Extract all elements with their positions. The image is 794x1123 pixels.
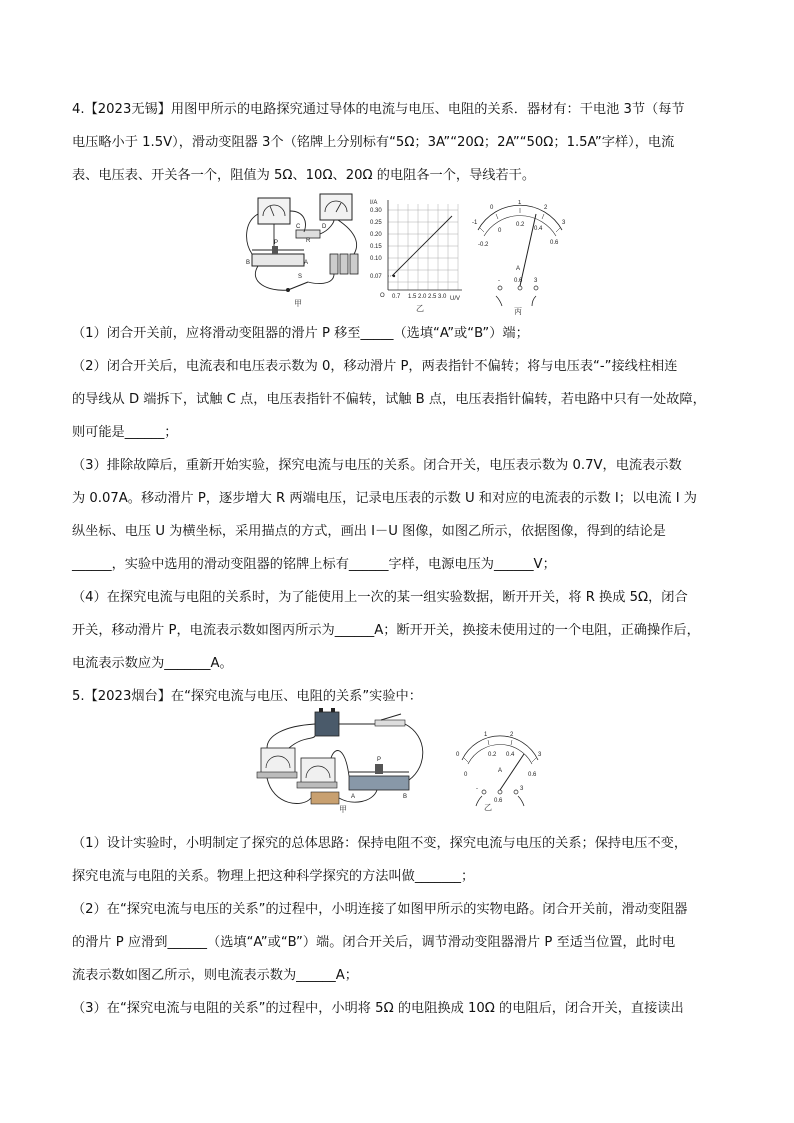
q5-dial-outer-label: 0	[456, 752, 460, 758]
q5-circuit-label-a: A	[351, 794, 356, 800]
graph-x-tick: 2.0	[418, 294, 427, 300]
dial-inner-label: 0.6	[550, 240, 559, 246]
dial-inner-label: -0.2	[478, 242, 489, 248]
q5-circuit-figure	[253, 706, 438, 814]
q5-circuit-label-p: P	[377, 757, 382, 763]
dial-outer-label: 3	[562, 220, 566, 226]
circuit-label-c: C	[296, 224, 301, 230]
dial-inner-label: 0.2	[516, 222, 525, 228]
graph-x-label: U/V	[450, 296, 461, 302]
q4-iu-graph	[366, 196, 466, 314]
graph-y-label: I/A	[370, 200, 378, 206]
q5-stem: 5.【2023烟台】在“探究电流与电压、电阻的关系”实验中：	[72, 689, 422, 704]
dial-terminal-label: 3	[534, 278, 538, 284]
q4-part-2-line-3: 则可能是______；	[72, 425, 178, 440]
q5-dial-inner-label: 0.2	[488, 752, 497, 758]
q4-part-3-line-3: 纵坐标、电压 U 为横坐标，采用描点的方式，画出 I－U 图像，如图乙所示，依据图像，得到的结论是	[72, 524, 666, 539]
dial-inner-label: 0	[498, 228, 502, 234]
q4-figure-caption-yi: 乙	[416, 304, 424, 313]
q4-part-4-line-2: 开关，移动滑片 P，电流表示数如图丙所示为______A；断开开关，换接未使用过的一个电阻，正确操作后，	[72, 623, 700, 638]
graph-y-tick: 0.07	[370, 274, 382, 280]
q4-stem-line-2: 电压略小于 1.5V），滑动变阻器 3个（铭牌上分别标有“5Ω；3A”“20Ω；2A”“50Ω；1.5A”字样），电流	[72, 135, 675, 150]
dial-unit: A	[516, 266, 521, 272]
circuit-label-s: S	[298, 274, 303, 280]
dial-terminal-label: 0.6	[514, 278, 523, 284]
graph-x-tick: 0.7	[392, 294, 401, 300]
q5-figure-caption-jia: 甲	[339, 805, 347, 814]
graph-y-tick: 0.10	[370, 256, 382, 262]
q5-dial-inner-label: 0	[464, 772, 468, 778]
q5-circuit-label-b: B	[403, 794, 408, 800]
graph-origin: O	[380, 293, 385, 299]
q5-dial-outer-label: 2	[510, 732, 514, 738]
circuit-label-a: A	[304, 260, 309, 266]
dial-inner-label: 0.4	[534, 226, 543, 232]
q4-part-3-line-4: ______，实验中选用的滑动变阻器的铭牌上标有______字样，电源电压为______V；	[72, 557, 556, 572]
q4-ammeter-dial	[470, 200, 570, 316]
q4-part-3-line-2: 为 0.07A。移动滑片 P，逐步增大 R 两端电压，记录电压表的示数 U 和对应的电流表的示数 I；以电流 I 为	[72, 491, 697, 506]
q4-part-4-line-1: （4）在探究电流与电阻的关系时，为了能使用上一次的某一组实验数据，断开开关，将 R 换成 5Ω，闭合	[72, 590, 688, 605]
circuit-label-p: P	[274, 240, 279, 246]
q4-part-2-line-1: （2）闭合开关后，电流表和电压表示数为 0，移动滑片 P，两表指针不偏转；将与电压表“-”接线柱相连	[72, 359, 678, 374]
q4-circuit-figure	[238, 192, 363, 312]
dial-outer-label: -1	[472, 220, 478, 226]
dial-outer-label: 1	[518, 200, 522, 206]
q5-dial-unit: A	[498, 768, 503, 774]
graph-y-tick: 0.30	[370, 208, 382, 214]
dial-outer-label: 0	[490, 205, 494, 211]
q4-part-3-line-1: （3）排除故障后，重新开始实验，探究电流与电压的关系。闭合开关，电压表示数为 0.7V，电流表示数	[72, 458, 682, 473]
q4-part-1: （1）闭合开关前，应将滑动变阻器的滑片 P 移至_____（选填“A”或“B”）端；	[72, 326, 529, 341]
q4-stem-line-3: 表、电压表、开关各一个，阻值为 5Ω、10Ω、20Ω 的电阻各一个，导线若干。	[72, 168, 536, 183]
q5-ammeter-dial	[452, 726, 548, 812]
q5-part-1-line-2: 探究电流与电阻的关系。物理上把这种科学探究的方法叫做_______；	[72, 869, 475, 884]
circuit-label-b: B	[246, 260, 251, 266]
q5-dial-outer-label: 1	[484, 732, 488, 738]
q4-part-2-line-2: 的导线从 D 端拆下，试触 C 点，电压表指针不偏转，试触 B 点，电压表指针偏转，若电路中只有一处故障，	[72, 392, 706, 407]
graph-x-tick: 1.5	[408, 294, 417, 300]
q5-part-2-line-2: 的滑片 P 应滑到______（选填“A”或“B”）端。闭合开关后，调节滑动变阻器滑片 P 至适当位置，此时电	[72, 935, 676, 950]
graph-x-tick: 2.5	[428, 294, 437, 300]
graph-x-tick: 3.0	[438, 294, 447, 300]
q5-dial-inner-label: 0.6	[528, 772, 537, 778]
q4-figure-caption-bing: 丙	[514, 307, 522, 316]
graph-y-tick: 0.20	[370, 232, 382, 238]
q4-stem-line-1: 4.【2023无锡】用图甲所示的电路探究通过导体的电流与电压、电阻的关系．器材有：干电池 3节（每节	[72, 102, 685, 117]
q5-figure-caption-yi: 乙	[484, 803, 492, 812]
q5-dial-terminal-label: 0.6	[494, 798, 503, 804]
q5-dial-outer-label: 3	[538, 752, 542, 758]
graph-y-tick: 0.25	[370, 220, 382, 226]
q5-dial-inner-label: 0.4	[506, 752, 515, 758]
q5-dial-terminal-label: -	[476, 786, 478, 792]
circuit-label-d: D	[322, 224, 327, 230]
dial-outer-label: 2	[544, 205, 548, 211]
circuit-label-r: R	[306, 238, 311, 244]
q4-figure-caption-jia: 甲	[294, 299, 302, 308]
q5-part-2-line-1: （2）在“探究电流与电压的关系”的过程中，小明连接了如图甲所示的实物电路。闭合开关前，滑动变阻器	[72, 902, 688, 917]
q5-dial-terminal-label: 3	[520, 786, 524, 792]
graph-y-tick: 0.15	[370, 244, 382, 250]
q4-part-4-line-3: 电流表示数应为_______A。	[72, 656, 233, 671]
q5-part-2-line-3: 流表示数如图乙所示，则电流表示数为______A；	[72, 968, 358, 983]
q5-part-3-line-1: （3）在“探究电流与电阻的关系”的过程中，小明将 5Ω 的电阻换成 10Ω 的电阻后，闭合开关，直接读出	[72, 1001, 684, 1016]
q5-part-1-line-1: （1）设计实验时，小明制定了探究的总体思路：保持电阻不变，探究电流与电压的关系；保持电压不变，	[72, 836, 688, 851]
dial-terminal-label: -	[498, 278, 500, 284]
